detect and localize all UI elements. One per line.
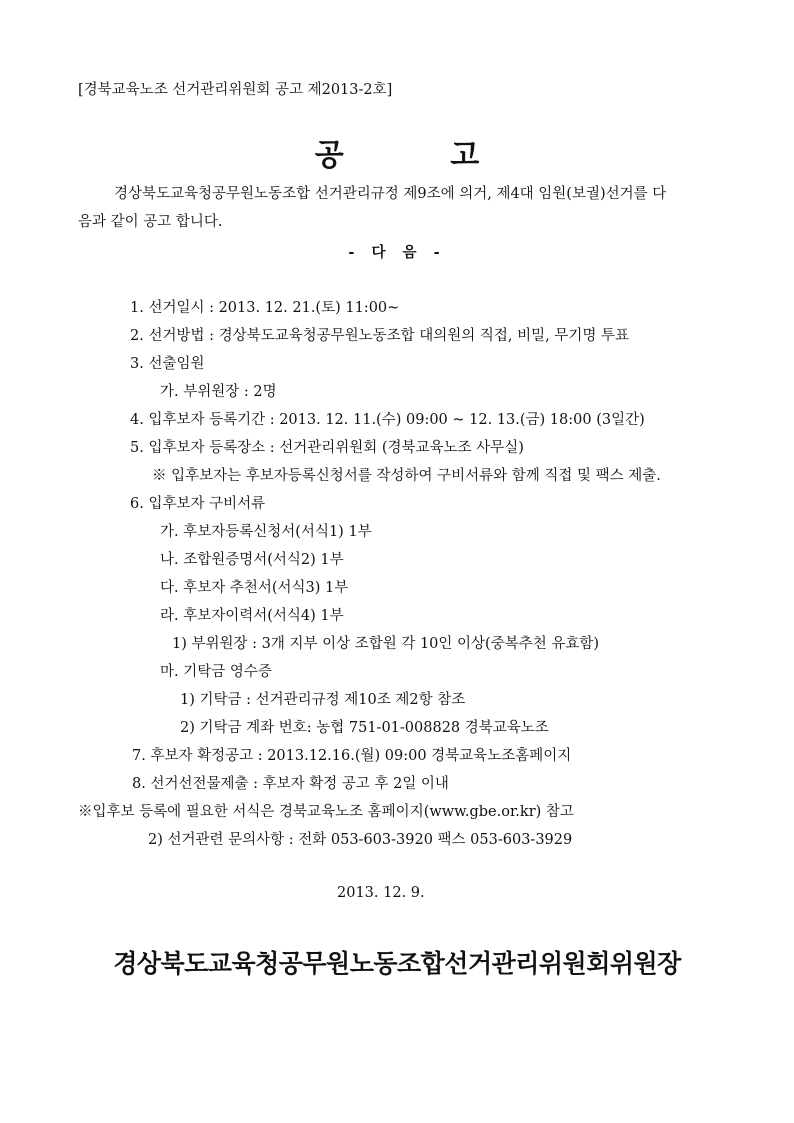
notice-date: 2013. 12. 9.	[337, 885, 425, 901]
signature-line: 경상북도교육청공무원노동조합선거관리위원회위원장	[113, 949, 681, 978]
list-item: 8. 선거선전물제출 : 후보자 확정 공고 후 2일 이내	[132, 776, 449, 792]
list-item: 가. 부위원장 : 2명	[160, 384, 277, 400]
list-item: 3. 선출임원	[130, 356, 205, 372]
notice-reference: [경북교육노조 선거관리위원회 공고 제2013-2호]	[78, 82, 393, 98]
list-item: 나. 조합원증명서(서식2) 1부	[160, 552, 344, 568]
list-item: 1. 선거일시 : 2013. 12. 21.(토) 11:00~	[130, 300, 400, 316]
list-item: 가. 후보자등록신청서(서식1) 1부	[160, 524, 372, 540]
list-item: ※입후보 등록에 필요한 서식은 경북교육노조 홈페이지(www.gbe.or.kr) 참고	[78, 804, 574, 820]
list-item: 라. 후보자이력서(서식4) 1부	[160, 608, 344, 624]
list-item: 2) 선거관련 문의사항 : 전화 053-603-3920 팩스 053-603-3929	[148, 832, 573, 848]
list-item: 다. 후보자 추천서(서식3) 1부	[160, 580, 349, 596]
list-item: 2) 기탁금 계좌 번호: 농협 751-01-008828 경북교육노조	[180, 720, 549, 736]
section-heading: - 다 음 -	[348, 244, 446, 261]
list-item: 2. 선거방법 : 경상북도교육청공무원노동조합 대의원의 직접, 비밀, 무기명 투표	[130, 328, 630, 344]
list-item: 1) 부위원장 : 3개 지부 이상 조합원 각 10인 이상(중복추천 유효함)	[172, 636, 600, 652]
list-item: 4. 입후보자 등록기간 : 2013. 12. 11.(수) 09:00 ~ 12. 13.(금) 18:00 (3일간)	[130, 412, 645, 428]
list-item: ※ 입후보자는 후보자등록신청서를 작성하여 구비서류와 함께 직접 및 팩스 제출.	[152, 468, 661, 484]
list-item: 6. 입후보자 구비서류	[130, 496, 266, 512]
intro-line-1: 경상북도교육청공무원노동조합 선거관리규정 제9조에 의거, 제4대 임원(보궐)선거를 다	[114, 186, 667, 202]
intro-line-2: 음과 같이 공고 합니다.	[78, 214, 223, 230]
list-item: 7. 후보자 확정공고 : 2013.12.16.(월) 09:00 경북교육노조홈페이지	[132, 748, 572, 764]
list-item: 5. 입후보자 등록장소 : 선거관리위원회 (경북교육노조 사무실)	[130, 440, 524, 456]
document-title: 공 고	[314, 138, 528, 173]
list-item: 마. 기탁금 영수증	[160, 664, 272, 680]
list-item: 1) 기탁금 : 선거관리규정 제10조 제2항 참조	[180, 692, 466, 708]
